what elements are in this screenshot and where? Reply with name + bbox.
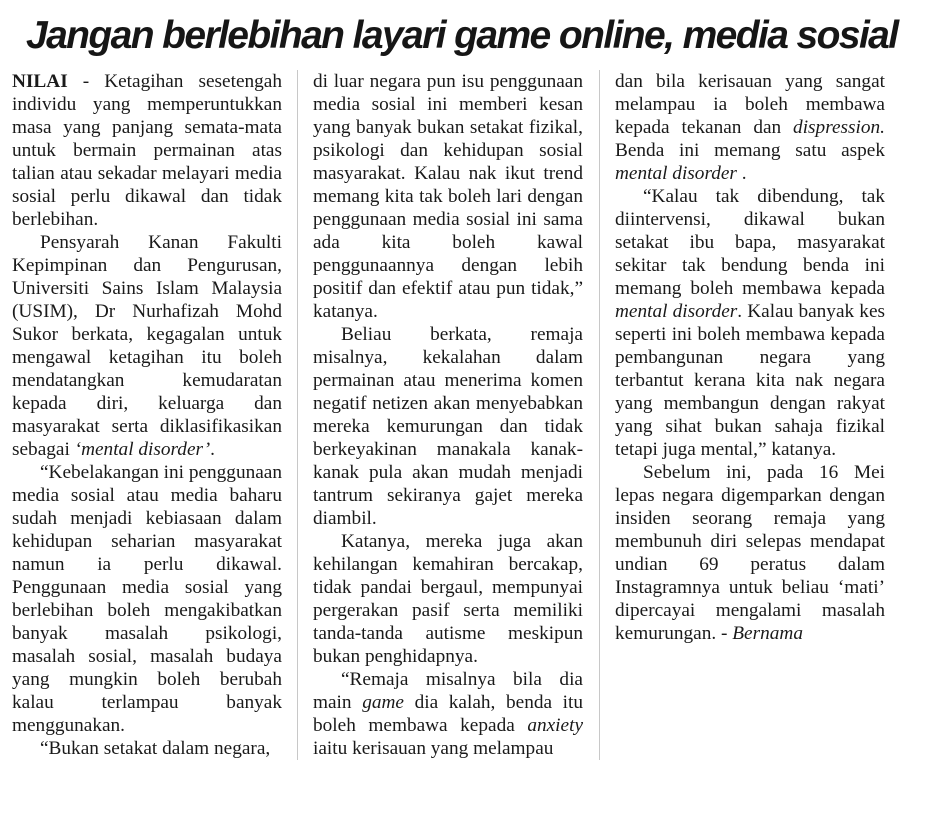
paragraph-text: Pensyarah Kanan Fakulti Kepimpinan dan Pengurusan, Universiti Sains Islam Malaysia (USIM), Dr Nurhafizah Mohd Sukor berkata, kegagalan untuk mengawal ketagihan itu boleh mendatangkan kemudaratan kepada diri, keluarga dan masyarakat serta diklasifikasikan sebagai bbox=[12, 232, 282, 460]
column-divider bbox=[599, 70, 600, 760]
punctuation: . bbox=[210, 439, 215, 460]
paragraph-text: dan bila kerisauan yang sangat melampau ia boleh membawa kepada tekanan dan bbox=[615, 71, 885, 138]
italic-term: mental disorder bbox=[615, 301, 738, 322]
paragraph-5: Beliau berkata, remaja misalnya, kekalahan dalam permainan atau menerima komen negatif netizen akan menyebabkan mereka kemurungan dan tidak berkeyakinan manakala kanak-kanak pula akan mudah menjadi tantrum sekiranya gajet mereka diambil. bbox=[313, 324, 583, 529]
paragraph-text: “Kalau tak dibendung, tak diintervensi, dikawal bukan setakat ibu bapa, masyarakat sekitar tak bendung benda ini memang boleh membawa kepada bbox=[615, 186, 885, 299]
paragraph-text: dia kalah, benda itu boleh membawa kepada bbox=[313, 692, 584, 736]
italic-term: game bbox=[362, 692, 404, 713]
italic-term: mental disorder bbox=[615, 163, 737, 184]
paragraph-text: Benda ini memang satu aspek bbox=[615, 140, 885, 161]
paragraph-2 bbox=[12, 231, 282, 461]
paragraph-7 bbox=[615, 70, 885, 185]
paragraph-text: iaitu kerisauan yang melampau bbox=[313, 738, 554, 759]
paragraph-9 bbox=[615, 461, 885, 645]
column-divider bbox=[297, 70, 298, 760]
paragraph-3: “Kebelakangan ini penggunaan media sosial atau media baharu sudah menjadi kebiasaan dalam kehidupan seharian masyarakat namun ia perlu dikawal. Penggunaan media sosial yang berlebihan boleh mengakibatkan banyak masalah psikologi, masalah sosial, masalah budaya yang mungkin boleh berubah kalau terlampau banyak menggunakan. bbox=[12, 462, 282, 736]
news-agency-credit: - Bernama bbox=[721, 623, 803, 644]
italic-term: dispression. bbox=[793, 117, 885, 138]
paragraph-text: . Kalau banyak kes seperti ini boleh membawa kepada pembangunan negara yang terbantut kerana kita nak negara yang membangun dengan rakyat yang sihat bukan sahaja fizikal tetapi juga mental,” katanya. bbox=[615, 301, 886, 460]
italic-term: anxiety bbox=[527, 715, 583, 736]
italic-term: ‘mental disorder’ bbox=[74, 439, 211, 460]
article-column-3 bbox=[615, 70, 885, 645]
paragraph-6: Katanya, mereka juga akan kehilangan kemahiran bercakap, tidak pandai bergaul, mempunyai pergerakan pasif serta memiliki tanda-tanda autisme meskipun bukan penghidapnya. bbox=[313, 531, 583, 667]
paragraph-4: “Bukan setakat dalam negara, bbox=[40, 738, 271, 759]
paragraph-4: di luar negara pun isu penggunaan media sosial ini memberi kesan yang banyak bukan setakat fizikal, psikologi dan kehidupan sosial masyarakat. Kalau nak ikut trend memang kita tak boleh lari dengan penggunaan media sosial ini sama ada kita boleh kawal penggunaannya dengan lebih positif dan efektif atau pun tidak,” katanya. bbox=[313, 71, 583, 322]
paragraph-text: - Ketagihan sesetengah individu yang memperuntukkan masa yang panjang semata-mata untuk bermain permainan atas talian atau sekadar melayari media sosial perlu dikawal dan tidak berlebihan. bbox=[12, 71, 282, 230]
paragraph-text: “Remaja misalnya bila dia main bbox=[313, 669, 583, 713]
article-column-1 bbox=[12, 70, 282, 760]
headline: Jangan berlebihan layari game online, media sosial bbox=[26, 14, 898, 57]
article-column-2 bbox=[313, 70, 583, 760]
paragraph-1 bbox=[12, 70, 282, 231]
paragraph-text: Sebelum ini, pada 16 Mei lepas negara digemparkan dengan insiden seorang remaja yang membunuh diri selepas mendapat undian 69 peratus dalam Instagramnya untuk beliau ‘mati’ dipercayai mengalami masalah kemurungan. bbox=[615, 462, 885, 644]
dateline: NILAI bbox=[12, 71, 68, 92]
paragraph-8 bbox=[615, 185, 885, 461]
punctuation: . bbox=[741, 163, 747, 184]
paragraph-7 bbox=[313, 668, 583, 760]
